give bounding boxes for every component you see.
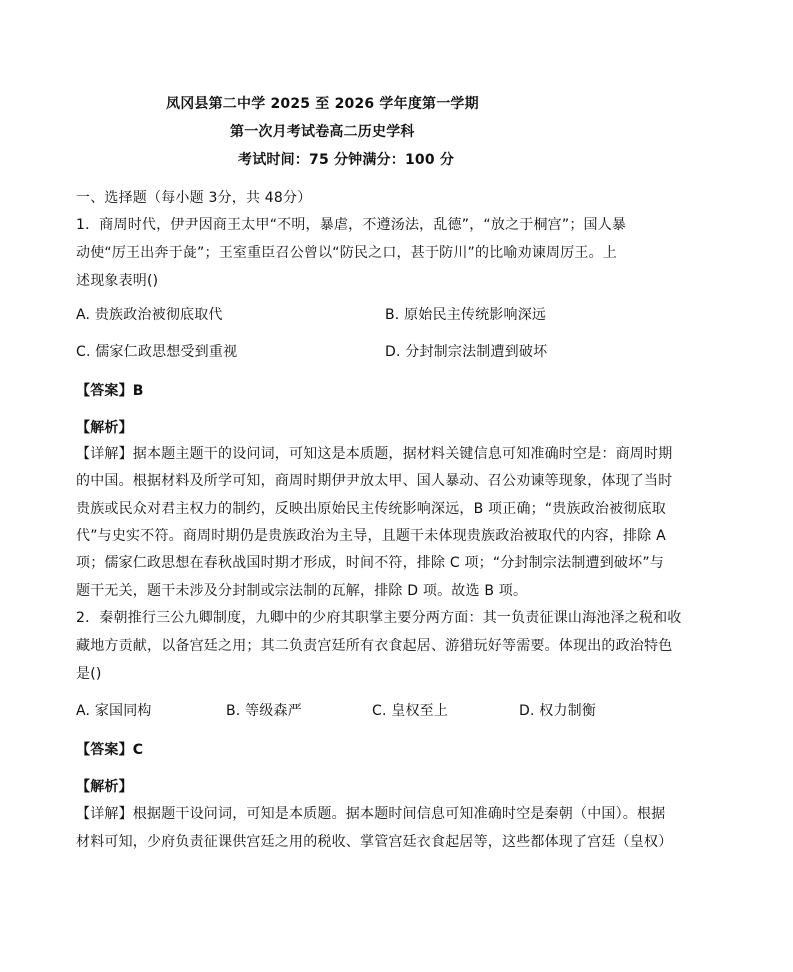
detail-line: 题干无关，题干未涉及分封制或宗法制的瓦解，排除 D 项。故选 B 项。 [76, 583, 528, 599]
detail-line: 【详解】据本题主题干的设问词，可知这是本质题，据材料关键信息可知准确时空是：商周时期 [76, 446, 673, 462]
option-b: B. 等级森严 [226, 703, 302, 719]
answer-label: 【答案】B [76, 383, 144, 399]
detail-line: 代”与史实不符。商周时期仍是贵族政治为主导，且题干未体现贵族政治被取代的内容，排除 A [76, 528, 666, 544]
section-title: 一、选择题（每小题 3分，共 48分） [76, 190, 312, 206]
question-stem-line: 2．秦朝推行三公九卿制度，九卿中的少府其职掌主要分两方面：其一负责征课山海池泽之税和收 [76, 610, 682, 626]
option-d: D. 权力制衡 [519, 703, 597, 719]
analysis-label: 【解析】 [76, 779, 133, 795]
question-stem-line: 1．商周时代，伊尹因商王太甲“不明，暴虐，不遵汤法，乱德”，“放之于桐宫”；国人暴 [76, 217, 627, 233]
detail-line: 【详解】根据题干设问词，可知是本质题。据本题时间信息可知准确时空是秦朝（中国）。根据 [76, 806, 666, 822]
answer-label: 【答案】C [76, 742, 144, 758]
detail-line: 材料可知，少府负责征课供宫廷之用的税收、掌管宫廷衣食起居等，这些都体现了宫廷（皇权） [76, 834, 673, 850]
detail-line: 项；儒家仁政思想在春秋战国时期才形成，时间不符，排除 C 项；“分封制宗法制遭到破坏”与 [76, 555, 664, 571]
exam-title: 第一次月考试卷高二历史学科 [230, 124, 415, 140]
question-stem-line: 动使“厉王出奔于彘”；王室重臣召公曾以“防民之口，甚于防川”的比喻劝谏周厉王。上 [76, 245, 618, 261]
question-stem-line: 述现象表明() [76, 273, 159, 289]
option-a: A. 贵族政治被彻底取代 [76, 307, 223, 323]
question-stem-line: 藏地方贡献，以备宫廷之用；其二负责宫廷所有衣食起居、游猎玩好等需要。体现出的政治特色 [76, 638, 673, 654]
exam-info: 考试时间：75 分钟满分：100 分 [238, 152, 455, 168]
detail-line: 贵族或民众对君主权力的制约，反映出原始民主传统影响深远，B 项正确；“贵族政治被彻底取 [76, 501, 666, 517]
analysis-label: 【解析】 [76, 420, 133, 436]
school-title: 凤冈县第二中学 2025 至 2026 学年度第一学期 [166, 96, 479, 112]
option-c: C. 皇权至上 [372, 703, 449, 719]
detail-line: 的中国。根据材料及所学可知，商周时期伊尹放太甲、国人暴动、召公劝谏等现象，体现了当时 [76, 473, 673, 489]
option-c: C. 儒家仁政思想受到重视 [76, 344, 238, 360]
question-stem-line: 是() [76, 666, 102, 682]
option-b: B. 原始民主传统影响深远 [385, 307, 547, 323]
option-a: A. 家国同构 [76, 703, 152, 719]
option-d: D. 分封制宗法制遭到破坏 [385, 344, 548, 360]
